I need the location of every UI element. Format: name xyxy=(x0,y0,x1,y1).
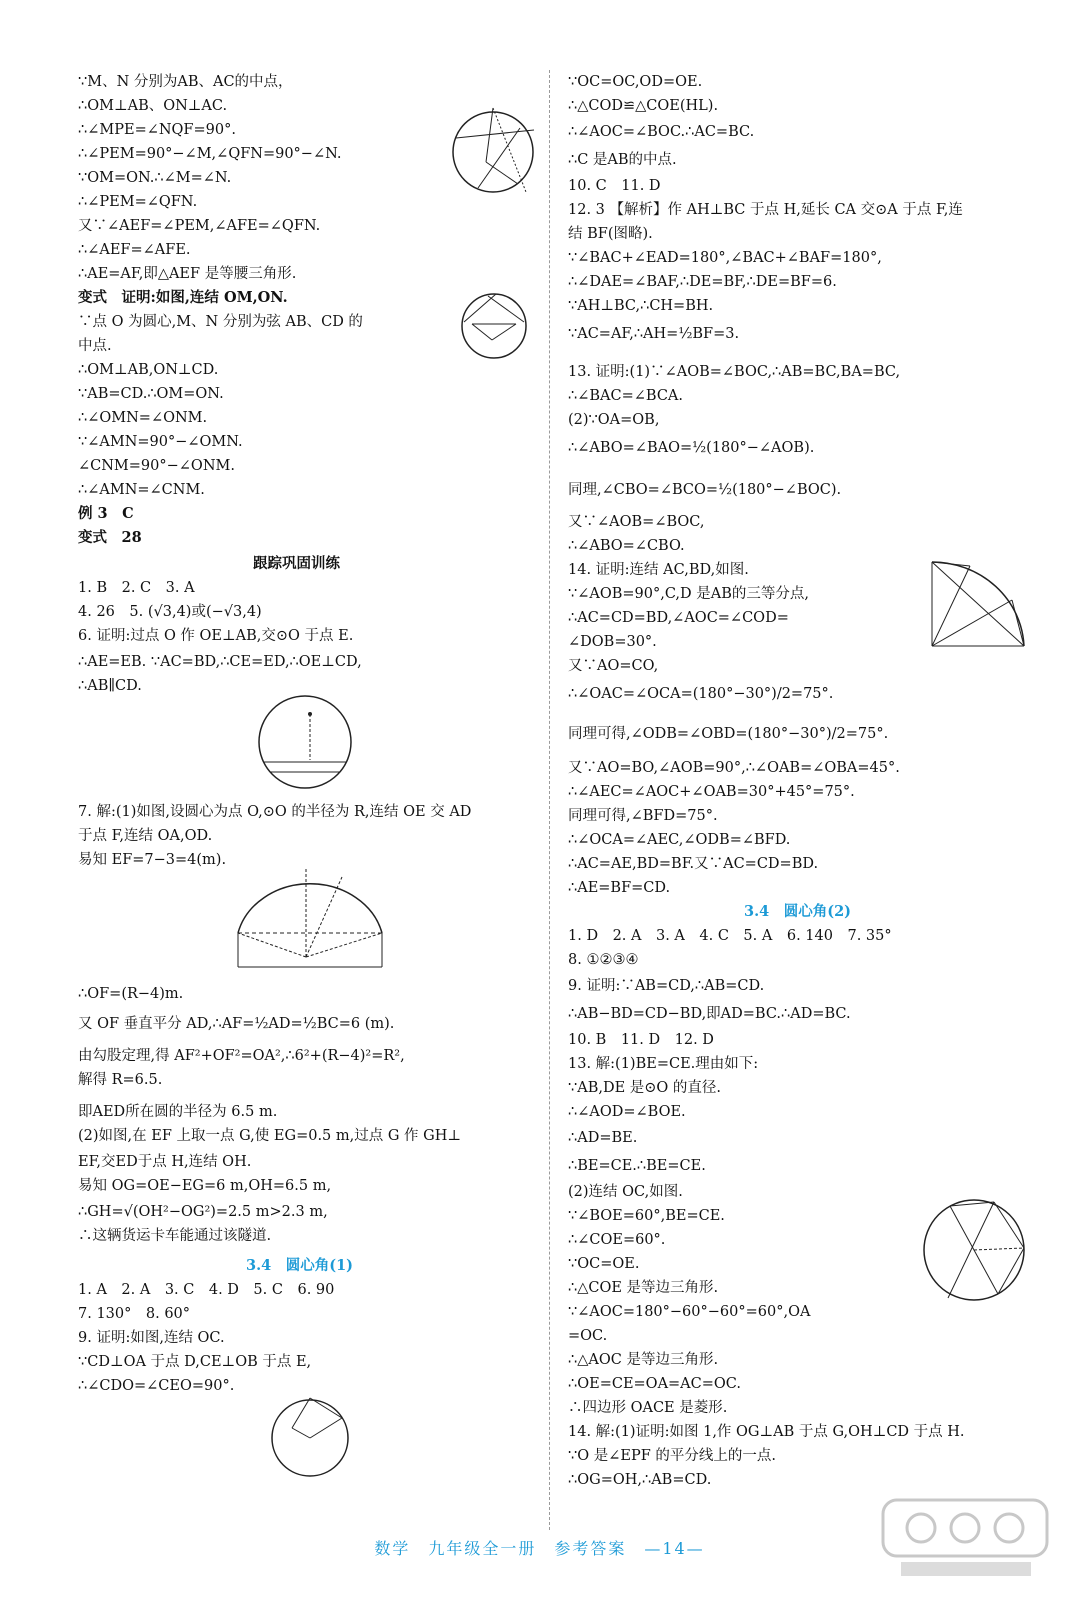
answer-line: 又∵∠AOB=∠BOC, xyxy=(568,514,705,530)
answer-line: 10. B 11. D 12. D xyxy=(568,1032,714,1048)
answer-line: ∴∠OAC=∠OCA=(180°−30°)/2=75°. xyxy=(568,686,834,702)
answer-line: ∵AB,DE 是⊙O 的直径. xyxy=(568,1080,722,1096)
section-heading-practice: 跟踪巩固训练 xyxy=(253,555,340,572)
answer-line: 易知 EF=7−3=4(m). xyxy=(78,852,227,868)
answer-line: ∴∠ABO=∠CBO. xyxy=(568,538,685,554)
answer-line: 1. A 2. A 3. C 4. D 5. C 6. 90 xyxy=(78,1282,335,1298)
answer-line: (2)如图,在 EF 上取一点 G,使 EG=0.5 m,过点 G 作 GH⊥ xyxy=(78,1128,462,1144)
answer-line: ∴四边形 OACE 是菱形. xyxy=(568,1400,728,1416)
answer-line: ∴∠COE=60°. xyxy=(568,1232,666,1248)
answer-line: 同理可得,∠ODB=∠OBD=(180°−30°)/2=75°. xyxy=(568,726,889,742)
answer-line: 14. 证明:连结 AC,BD,如图. xyxy=(568,562,749,578)
answer-line: 9. 证明:如图,连结 OC. xyxy=(78,1330,225,1346)
answer-line: ∴∠MPE=∠NQF=90°. xyxy=(78,122,236,138)
answer-line: (2)连结 OC,如图. xyxy=(568,1184,683,1200)
answer-line: ∵O 是∠EPF 的平分线上的一点. xyxy=(568,1448,776,1464)
answer-line: ∵∠AOB=90°,C,D 是AB的三等分点, xyxy=(568,586,810,602)
answer-line: 12. 3 【解析】作 AH⊥BC 于点 H,延长 CA 交⊙A 于点 F,连 xyxy=(568,202,963,218)
answer-line: ∴AE=BF=CD. xyxy=(568,880,671,896)
circle-figure-chords xyxy=(448,282,540,362)
answer-line: 又∵AO=CO, xyxy=(568,658,659,674)
answer-line: ∴OE=CE=OA=AC=OC. xyxy=(568,1376,741,1392)
answer-line: ∴∠OCA=∠AEC,∠ODB=∠BFD. xyxy=(568,832,791,848)
answer-line: 于点 F,连结 OA,OD. xyxy=(78,828,213,844)
circle-figure-parallel xyxy=(250,690,360,800)
answer-line: ∴OG=OH,∴AB=CD. xyxy=(568,1472,712,1488)
answer-line: ∵∠AMN=90°−∠OMN. xyxy=(78,434,243,450)
answer-line: 结 BF(图略). xyxy=(568,226,653,242)
answer-line: ∴△COE 是等边三角形. xyxy=(568,1280,719,1296)
answer-line: ∴BE=CE.∴BE=CE. xyxy=(568,1158,706,1174)
answer-line: ∴AD=BE. xyxy=(568,1130,638,1146)
answer-line: ∵M、N 分别为AB、AC的中点， xyxy=(78,74,293,90)
answer-line: (2)∵OA=OB, xyxy=(568,412,660,428)
answer-line: 4. 26 5. (√3,4)或(−√3,4) xyxy=(78,604,262,620)
answer-line: EF,交ED于点 H,连结 OH. xyxy=(78,1154,252,1170)
quarter-circle-figure xyxy=(924,556,1032,652)
answer-line: ∴OM⊥AB,ON⊥CD. xyxy=(78,362,219,378)
answer-line: 1. B 2. C 3. A xyxy=(78,580,195,596)
answer-line: ∴∠PEM=90°−∠M,∠QFN=90°−∠N. xyxy=(78,146,342,162)
answer-line: ∵OC=OE. xyxy=(568,1256,640,1272)
variant-answer: 变式 28 xyxy=(78,529,142,546)
answer-line: ∵点 O 为圆心,M、N 分别为弦 AB、CD 的 xyxy=(78,314,363,330)
circle-figure-arc xyxy=(262,1390,358,1482)
answer-line: ∴∠AOC=∠BOC.∴AC=BC. xyxy=(568,124,755,140)
answer-line: ∴C 是AB的中点. xyxy=(568,152,677,168)
answer-line: ∴∠AEC=∠AOC+∠OAB=30°+45°=75°. xyxy=(568,784,855,800)
answer-line: 13. 解:(1)BE=CE.理由如下: xyxy=(568,1056,759,1072)
answer-line: 易知 OG=OE−EG=6 m,OH=6.5 m, xyxy=(78,1178,332,1194)
answer-line: ∴AC=AE,BD=BF.又∵AC=CD=BD. xyxy=(568,856,819,872)
answer-line: 解得 R=6.5. xyxy=(78,1072,163,1088)
answer-line: =OC. xyxy=(568,1328,608,1344)
answer-line: ∠CNM=90°−∠ONM. xyxy=(78,458,235,474)
answer-line: ∵∠BAC+∠EAD=180°,∠BAC+∠BAF=180°, xyxy=(568,250,882,266)
answer-line: 同理,∠CBO=∠BCO=½(180°−∠BOC). xyxy=(568,482,842,498)
tunnel-figure xyxy=(230,865,390,975)
answer-line: ∵OC=OC,OD=OE. xyxy=(568,74,703,90)
answer-line: 9. 证明:∵AB=CD,∴AB=CD. xyxy=(568,978,765,994)
answer-line: ∴△AOC 是等边三角形. xyxy=(568,1352,719,1368)
variant-heading: 变式 证明:如图,连结 OM,ON. xyxy=(78,289,288,306)
answer-line: ∴∠CDO=∠CEO=90°. xyxy=(78,1378,235,1394)
answer-line: 又∵AO=BO,∠AOB=90°,∴∠OAB=∠OBA=45°. xyxy=(568,760,900,776)
example-answer: 例 3 C xyxy=(78,505,134,522)
page-footer: 数学 九年级全一册 参考答案 —14— xyxy=(374,1539,705,1558)
watermark-logo xyxy=(881,1496,1051,1582)
circle-figure-rhombus xyxy=(914,1192,1036,1310)
answer-line: 同理可得,∠BFD=75°. xyxy=(568,808,718,824)
answer-line: 8. ①②③④ xyxy=(568,952,639,968)
answer-line: ∴∠BAC=∠BCA. xyxy=(568,388,683,404)
answer-line: ∴OM⊥AB、ON⊥AC. xyxy=(78,98,228,114)
section-heading: 3.4 圆心角(1) xyxy=(246,1257,354,1274)
answer-line: ∠DOB=30°. xyxy=(568,634,657,650)
answer-line: ∴AB−BD=CD−BD,即AD=BC.∴AD=BC. xyxy=(568,1006,851,1022)
answer-line: ∵∠BOE=60°,BE=CE. xyxy=(568,1208,725,1224)
answer-line: 13. 证明:(1)∵∠AOB=∠BOC,∴AB=BC,BA=BC, xyxy=(568,364,901,380)
answer-line: ∴AE=AF,即△AEF 是等腰三角形. xyxy=(78,266,297,282)
answer-line: ∴∠AEF=∠AFE. xyxy=(78,242,191,258)
answer-line: ∵∠AOC=180°−60°−60°=60°,OA xyxy=(568,1304,811,1320)
answer-line: 由勾股定理,得 AF²+OF²=OA²,∴6²+(R−4)²=R², xyxy=(78,1048,405,1064)
answer-line: ∴这辆货运卡车能通过该隧道. xyxy=(78,1228,272,1244)
answer-line: ∴GH=√(OH²−OG²)=2.5 m>2.3 m, xyxy=(78,1204,328,1220)
answer-line: ∴∠AMN=∠CNM. xyxy=(78,482,205,498)
answer-line: ∴∠ABO=∠BAO=½(180°−∠AOB). xyxy=(568,440,815,456)
answer-line: ∴OF=(R−4)m. xyxy=(78,986,184,1002)
answer-line: 即AED所在圆的半径为 6.5 m. xyxy=(78,1104,278,1120)
answer-line: ∵AH⊥BC,∴CH=BH. xyxy=(568,298,714,314)
answer-line: 又∵∠AEF=∠PEM,∠AFE=∠QFN. xyxy=(78,218,321,234)
answer-line: ∴∠AOD=∠BOE. xyxy=(568,1104,686,1120)
answer-line: ∴∠DAE=∠BAF,∴DE=BF,∴DE=BF=6. xyxy=(568,274,837,290)
answer-line: ∵AB=CD.∴OM=ON. xyxy=(78,386,224,402)
answer-line: ∴∠PEM=∠QFN. xyxy=(78,194,198,210)
circle-figure-mn xyxy=(448,100,538,200)
answer-line: ∵OM=ON.∴∠M=∠N. xyxy=(78,170,232,186)
answer-line: 6. 证明:过点 O 作 OE⊥AB,交⊙O 于点 E. xyxy=(78,628,354,644)
answer-line: ∴△COD≌△COE(HL). xyxy=(568,98,719,114)
answer-line: ∵CD⊥OA 于点 D,CE⊥OB 于点 E, xyxy=(78,1354,312,1370)
answer-line: ∴AC=CD=BD,∠AOC=∠COD= xyxy=(568,610,789,626)
answer-line: ∴AB∥CD. xyxy=(78,678,142,694)
column-divider xyxy=(549,70,550,1530)
answer-line: 1. D 2. A 3. A 4. C 5. A 6. 140 7. 35° xyxy=(568,928,892,944)
answer-line: ∴AE=EB. ∵AC=BD,∴CE=ED,∴OE⊥CD, xyxy=(78,654,362,670)
answer-line: 又 OF 垂直平分 AD,∴AF=½AD=½BC=6 (m). xyxy=(78,1016,395,1032)
answer-line: 7. 130° 8. 60° xyxy=(78,1306,191,1322)
answer-line: 7. 解:(1)如图,设圆心为点 O,⊙O 的半径为 R,连结 OE 交 AD xyxy=(78,804,472,820)
answer-line: 中点. xyxy=(78,338,112,354)
section-heading: 3.4 圆心角(2) xyxy=(744,903,852,920)
answer-line: ∴∠OMN=∠ONM. xyxy=(78,410,208,426)
answer-line: 10. C 11. D xyxy=(568,178,661,194)
answer-line: 14. 解:(1)证明:如图 1,作 OG⊥AB 于点 G,OH⊥CD 于点 H. xyxy=(568,1424,965,1440)
answer-line: ∵AC=AF,∴AH=½BF=3. xyxy=(568,326,740,342)
